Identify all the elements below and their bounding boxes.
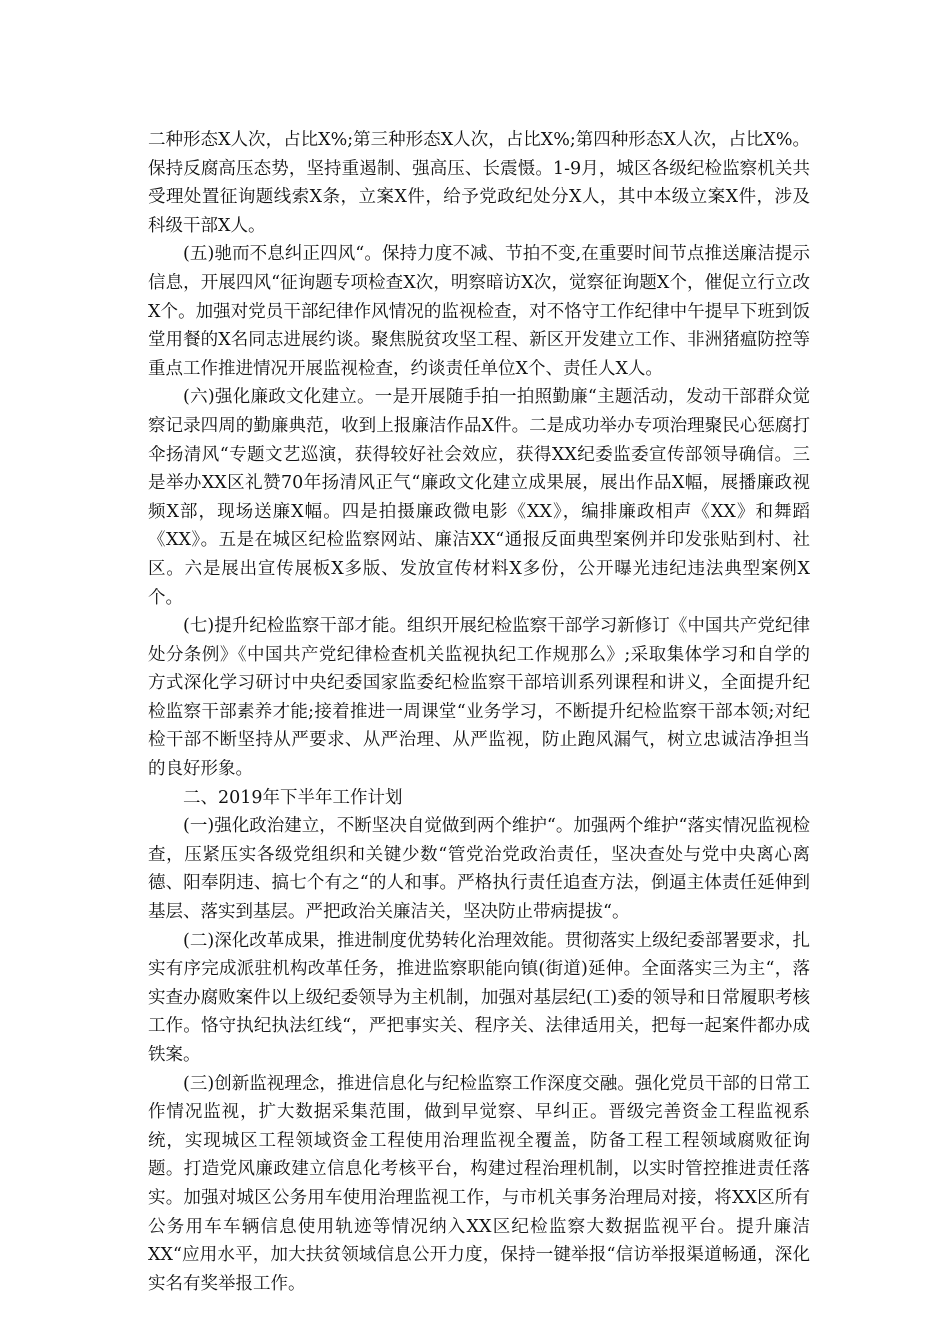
paragraph-section-6: (六)强化廉政文化建立。一是开展随手拍一拍照勤廉“主题活动，发动干部群众觉察记录四周的勤廉典范，收到上报廉洁作品X件。二是成功举办专项治理聚民心惩腐打伞扬清风“专题文艺巡演，获得较好社会效应，获得XX纪委监委宣传部领导确信。三是举办XX区礼赞70年扬清风正气“廉政文化建立成果展，展出作品X幅，展播廉政视频X部，现场送廉X幅。四是拍摄廉政微电影《XX》，编排廉政相声《XX》和舞蹈《XX》。五是在城区纪检监察网站、廉洁XX“通报反面典型案例并印发张贴到村、社区。六是展出宣传展板X多版、发放宣传材料X多份，公开曝光违纪违法典型案例X个。 bbox=[148, 387, 810, 608]
paragraph-section-7: (七)提升纪检监察干部才能。组织开展纪检监察干部学习新修订《中国共产党纪律处分条例》《中国共产党纪律检查机关监视执纪工作规那么》;采取集体学习和自学的方式深化学习研讨中央纪委国家监委纪检监察干部培训系列课程和讲义，全面提升纪检监察干部素养才能;接着推进一周课堂“业务学习，不断提升纪检监察干部本领;对纪检干部不断坚持从严要求、从严治理、从严监视，防止跑风漏气，树立忠诚洁净担当的良好形象。 bbox=[148, 616, 810, 780]
paragraph-continuation: 二种形态X人次，占比X%;第三种形态X人次，占比X%;第四种形态X人次，占比X%。保持反腐高压态势，坚持重遏制、强高压、长震慑。1-9月，城区各级纪检监察机关共受理处置征询题线索X条，立案X件，给予党政纪处分X人，其中本级立案X件，涉及科级干部X人。 bbox=[148, 130, 810, 236]
document-page bbox=[148, 126, 810, 1298]
paragraph-section-5: (五)驰而不息纠正四风“。保持力度不减、节拍不变,在重要时间节点推送廉洁提示信息，开展四风“征询题专项检查X次，明察暗访X次，觉察征询题X个，催促立行立改X个。加强对党员干部纪律作风情况的监视检查，对不恪守工作纪律中午提早下班到饭堂用餐的X名同志进展约谈。聚焦脱贫攻坚工程、新区开发建立工作、非洲猪瘟防控等重点工作推进情况开展监视检查，约谈责任单位X个、责任人X人。 bbox=[148, 244, 810, 379]
plan-paragraph-3: (三)创新监视理念，推进信息化与纪检监察工作深度交融。强化党员干部的日常工作情况监视，扩大数据采集范围，做到早觉察、早纠正。晋级完善资金工程监视系统，实现城区工程领域资金工程使用治理监视全覆盖，防备工程工程领域腐败征询题。打造党风廉政建立信息化考核平台，构建过程治理机制，以实时管控推进责任落实。加强对城区公务用车使用治理监视工作，与市机关事务治理局对接，将XX区所有公务用车车辆信息使用轨迹等情况纳入XX区纪检监察大数据监视平台。提升廉洁XX“应用水平，加大扶贫领域信息公开力度，保持一键举报“信访举报渠道畅通，深化实名有奖举报工作。 bbox=[148, 1073, 810, 1294]
section-heading: 二、2019年下半年工作计划 bbox=[183, 787, 403, 808]
plan-paragraph-1: (一)强化政治建立，不断坚决自觉做到两个维护“。加强两个维护“落实情况监视检查，压紧压实各级党组织和关键少数“管党治党政治责任，坚决查处与党中央离心离德、阳奉阴违、搞七个有之“的人和事。严格执行责任追查方法，倒逼主体责任延伸到基层、落实到基层。严把政治关廉洁关，坚决防止带病提拔“。 bbox=[148, 816, 810, 923]
plan-paragraph-2: (二)深化改革成果，推进制度优势转化治理效能。贯彻落实上级纪委部署要求，扎实有序完成派驻机构改革任务，推进监察职能向镇(街道)延伸。全面落实三为主“，落实查办腐败案件以上级纪委领导为主机制，加强对基层纪(工)委的领导和日常履职考核工作。恪守执纪执法红线“，严把事实关、程序关、法律适用关，把每一起案件都办成铁案。 bbox=[148, 930, 810, 1065]
